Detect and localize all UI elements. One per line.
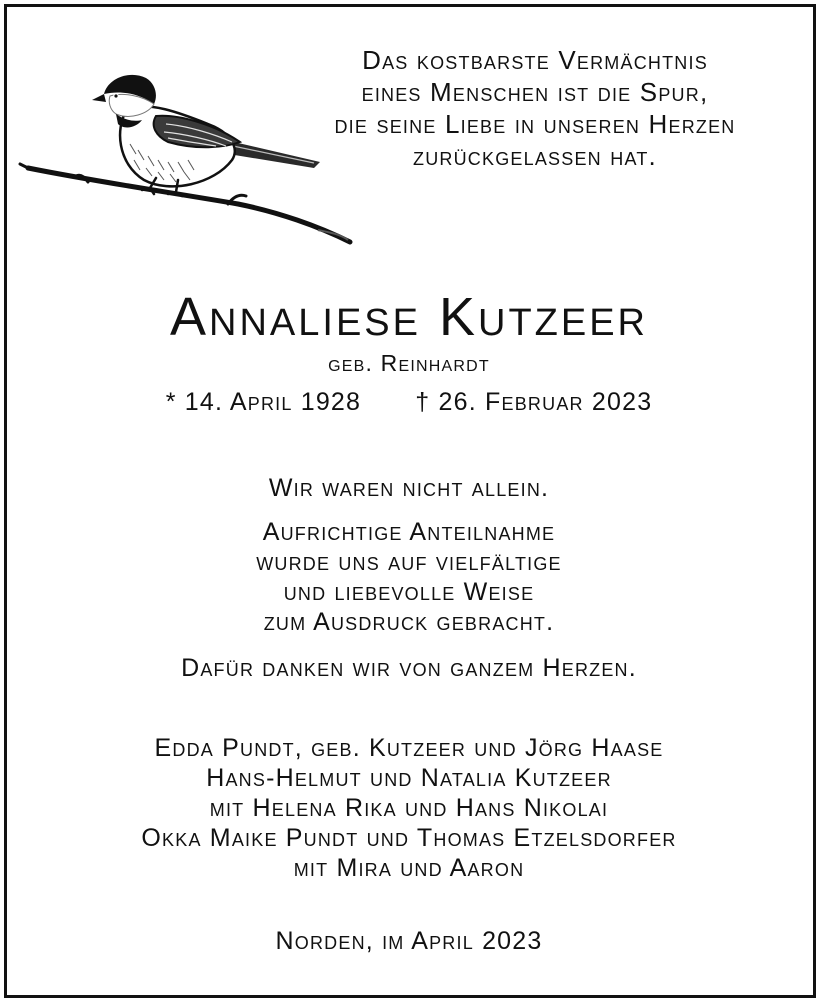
family-line: mit Mira und Aaron [293, 854, 525, 882]
quote-line: eines Menschen ist die Spur, [361, 77, 709, 107]
place-date [0, 926, 818, 956]
deceased-name: Annaliese Kutzeer [170, 287, 648, 347]
message-line: wurde uns auf vielfältige [256, 548, 562, 576]
family-line: Hans-Helmut und Natalia Kutzeer [206, 764, 612, 792]
message-line: zum Ausdruck gebracht. [263, 608, 555, 636]
born-name: geb. Reinhardt [328, 350, 490, 376]
thanks-text: Dafür danken wir von ganzem Herzen. [181, 654, 637, 682]
birth-date: * 14. April 1928 [165, 388, 362, 416]
death-date: † 26. Februar 2023 [415, 388, 653, 416]
message-line: und liebevolle Weise [283, 578, 535, 606]
life-dates [0, 388, 818, 417]
message-intro [0, 473, 818, 503]
place-date-text: Norden, im April 2023 [275, 927, 543, 955]
quote-line: die seine Liebe in unseren Herzen [334, 109, 736, 139]
memorial-quote [280, 44, 790, 172]
thanks-line [0, 653, 818, 683]
quote-line: Das kostbarste Vermächtnis [362, 45, 708, 75]
family-line: Edda Pundt, geb. Kutzeer und Jörg Haase [154, 734, 664, 762]
message-body [0, 517, 818, 637]
family-line: mit Helena Rika und Hans Nikolai [209, 794, 609, 822]
intro-line: Wir waren nicht allein. [268, 474, 550, 502]
message-line: Aufrichtige Anteilnahme [262, 518, 556, 546]
family-list [0, 733, 818, 883]
family-line: Okka Maike Pundt und Thomas Etzelsdorfer [141, 824, 677, 852]
quote-line: zurückgelassen hat. [413, 141, 657, 171]
